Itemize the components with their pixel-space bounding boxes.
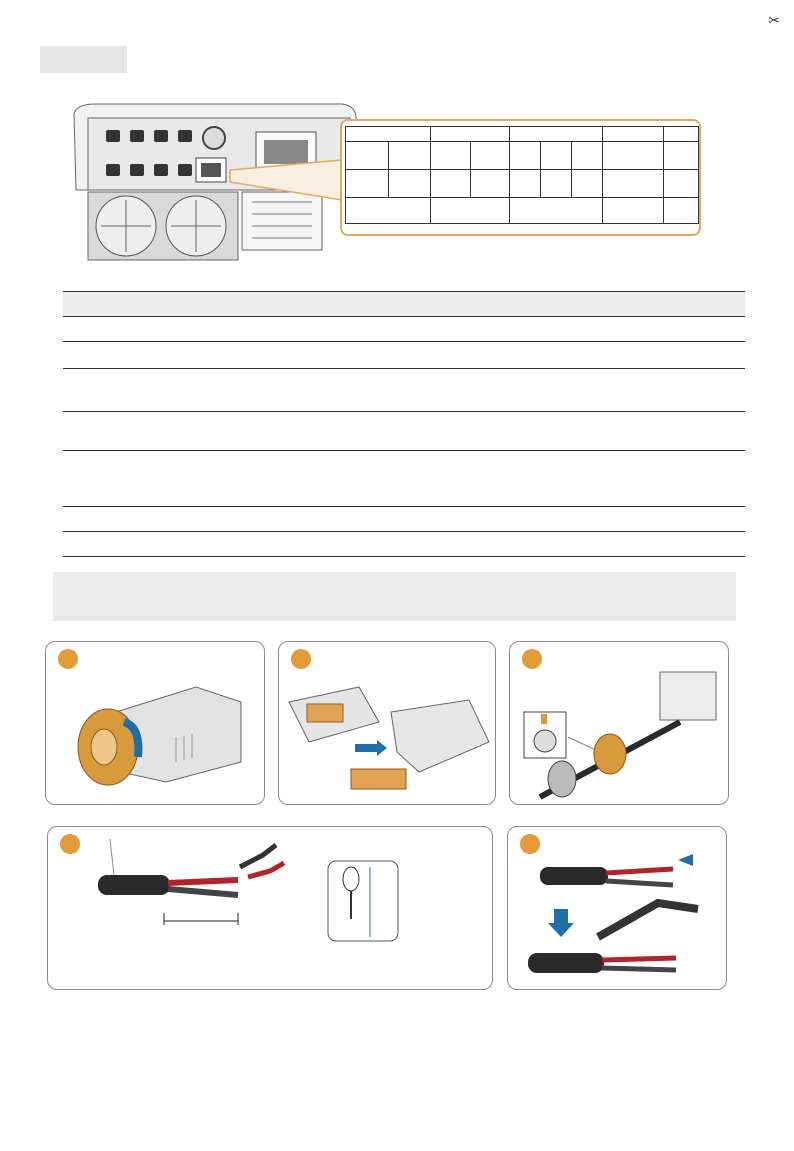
ferrule-detail-box [328,861,398,941]
arrow-icon [355,744,377,752]
note-box [53,572,736,621]
step-panel-5 [507,826,727,990]
scissors-icon: ✂ [768,12,780,28]
crimping-tool-icon [598,903,698,937]
crimping-illustration [508,827,728,991]
table-row [63,317,745,342]
connector-unscrew-illustration [46,642,266,806]
table-row [63,532,745,557]
table-row [63,342,745,369]
table-row [63,412,745,451]
step-panel-2 [278,641,496,805]
step-panel-4 [47,826,493,990]
cable-stripping-illustration [48,827,494,991]
ferrule-icon [343,867,359,891]
table-header [63,291,745,317]
terminal-block-icon [351,769,406,789]
step-panel-1 [45,641,265,805]
connector-disassembly-illustration [279,642,497,806]
step-panel-3 [509,641,729,805]
connector-parts-illustration [510,642,730,806]
terminal-pin-table [345,126,699,224]
parameter-table [63,291,745,557]
table-row [63,369,745,412]
arrow-icon [678,854,693,866]
table-row [63,507,745,532]
table-row [63,451,745,507]
wire-stripper-icon [240,845,284,877]
